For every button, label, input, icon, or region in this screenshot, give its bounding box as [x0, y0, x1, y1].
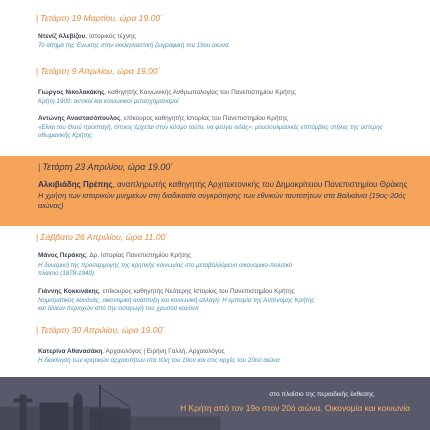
event-date: | Σάββατο 26 Απριλίου, ώρα 11.00΄ [36, 232, 169, 242]
talk-title: Νομισματικός κανόνας, οικονομική ανάπτυξη και κοινωνική αλλαγή: Η εμπειρία της Αυτόνομης Κρήτης και άλλων περιοχών από την εισαγωγή του χρυσού κανόνα [38, 297, 315, 312]
date-bar-icon: | [38, 162, 41, 172]
event-date: | Τετάρτη 30 Απριλίου, ώρα 19.00΄ [36, 325, 166, 335]
speaker-name: Μάνος Περάκης [38, 252, 87, 259]
speaker-line [38, 288, 295, 295]
footer-exhibition-title: Η Κρήτη από τον 19ο στον 20ό αιώνα. Οικονομία και κοινωνία [180, 403, 410, 413]
talk-title: Η χρήση των ιστορικών μνημείων στη διαδικασία συγκρότησης των εθνικών ταυτοτήτων στα Βαλκάνια (19ος-20ός αιώνας) [38, 191, 406, 210]
speaker-line [38, 348, 225, 355]
talk-title: Η δυναμική της προσαρμογής της κρητικής κοινωνίας στο μεταβαλλόμενο οικονομικο-πολιτικό πλαίσιο (1878-1940) [38, 262, 293, 277]
speaker-role: , καθηγητής Κοινωνικής Ανθρωπολογίας του Πανεπιστημίου Κρήτης [104, 89, 296, 96]
event-date: | Τετάρτη 19 Μαρτίου, ώρα 19.00΄ [36, 13, 163, 23]
speaker-role: , Ιστορικός τέχνης [85, 33, 136, 40]
speaker-name: Γιώργος Νικολακάκης [38, 89, 105, 96]
speaker-line [38, 180, 407, 189]
speaker-role: , αναπληρωτής καθηγητής Αρχιτεκτονικής του Δημοκρίτειου Πανεπιστημίου Θράκης [112, 180, 408, 189]
speaker-role: , επίκουρος καθηγητής Νεότερης Ιστορίας του Πανεπιστημίου Κρήτης [99, 288, 295, 295]
exhibition-footer [0, 377, 430, 430]
speaker-role: , Αρχαιολόγος | Ειρήνη Γαλλή, Αρχαιολόγος [102, 348, 225, 355]
footer-subtitle: στο πλαίσιο της περιοδικής έκθεσης [269, 391, 374, 398]
date-bar-icon: | [36, 325, 39, 335]
event-date: | Τετάρτη 23 Απριλίου, ώρα 19.00΄ [38, 162, 174, 172]
speaker-name: Αλκιβιάδης Πρέπης [38, 180, 113, 189]
speaker-line [38, 33, 136, 40]
speaker-role: , Δρ. Ιστορίας Πανεπιστημίου Κρήτης [86, 252, 191, 259]
talk-title: Κρήτη 1900: αστικοί και κοινωνικοί μετασχηματισμοί [38, 98, 179, 105]
speaker-name: Γιάννης Κοκκινάκης [38, 288, 99, 295]
date-bar-icon: | [36, 13, 39, 23]
talk-title: Το αίτημα της Ένωσης στην εκκλησιαστική ζωγραφική του 19ου αιώνα [38, 42, 229, 49]
speaker-line [38, 252, 191, 259]
talk-title: «Είναι του Θεού προσταγή, όποιος έρχεται στον κόσμο τούτο, να φεύγει ειδάς»: μουσουλμανικές επιτύμβιες στήλες της ύστερης οθωμανικής Κρήτης [38, 124, 383, 139]
speaker-line [38, 89, 296, 96]
event-date: | Τετάρτη 9 Απριλίου, ώρα 19.00΄ [36, 66, 161, 76]
speaker-name: Αντώνης Αναστασόπουλος [38, 115, 121, 122]
speaker-role: , επίκουρος καθηγητής Ιστορίας του Πανεπιστημίου Κρήτης [120, 115, 288, 122]
speaker-name: Ντενίζ Αλεβίζου [38, 33, 86, 40]
date-bar-icon: | [36, 66, 39, 76]
talk-title: Η διακίνηση των κρητικών αρχαιοτήτων στα τέλη του 19ου και στις αρχές του 20ού αιώνα [38, 357, 280, 364]
date-bar-icon: | [36, 232, 39, 242]
highlighted-event [0, 156, 430, 226]
speaker-name: Κατερίνα Αθανασάκη [38, 348, 103, 355]
speaker-line [38, 115, 288, 122]
